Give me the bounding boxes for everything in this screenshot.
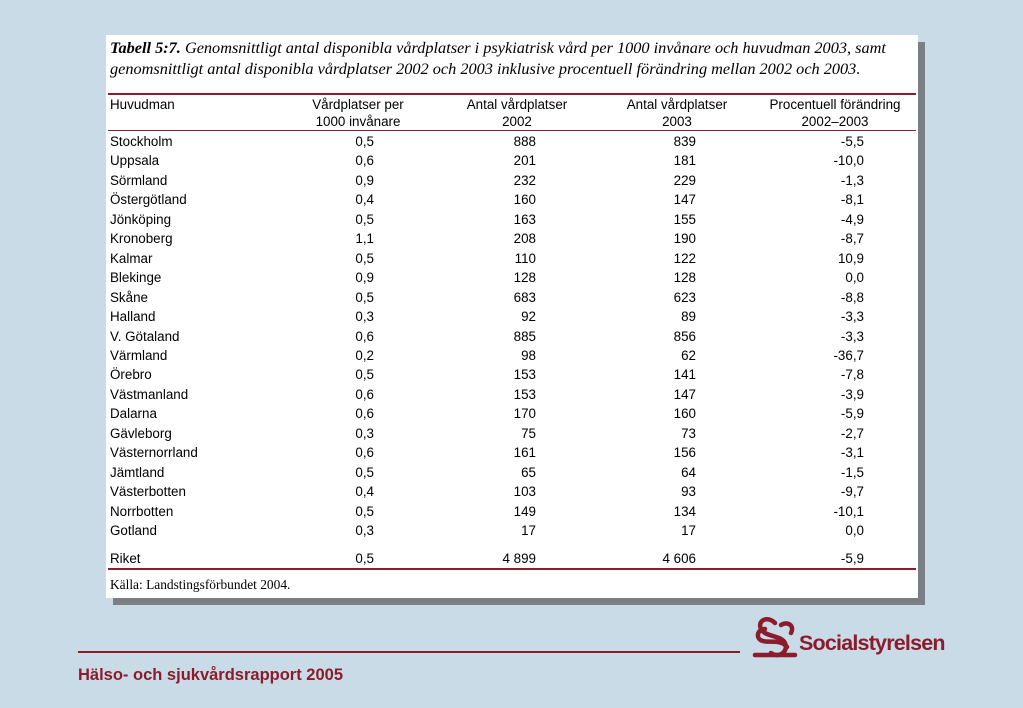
region-name: Gotland	[110, 523, 157, 538]
table-row	[106, 346, 918, 365]
header-huvudman: Huvudman	[110, 97, 175, 112]
table-cell: 0,0	[845, 270, 864, 286]
table-cell: 153	[513, 386, 536, 402]
table-cell: 17	[681, 523, 696, 538]
top-rule	[108, 93, 916, 95]
table-cell: 160	[673, 406, 696, 422]
table-cell: 141	[673, 367, 696, 383]
table-cell: 149	[513, 503, 536, 519]
table-cell: -1,5	[840, 464, 864, 480]
table-cell: 128	[673, 270, 696, 286]
table-cell: 65	[521, 464, 536, 480]
table-cell: -8,1	[840, 192, 864, 208]
table-cell: 93	[681, 484, 696, 500]
table-cell: 208	[513, 231, 536, 247]
region-name: Dalarna	[110, 406, 157, 422]
table-cell: 0,3	[355, 523, 374, 538]
table-cell: 161	[513, 445, 536, 461]
table-cell: 0,9	[355, 172, 374, 188]
region-name: Stockholm	[110, 134, 173, 149]
total-cell: -5,9	[840, 551, 864, 566]
table-row	[106, 249, 918, 268]
table-cell: 73	[681, 425, 696, 441]
table-cell: 201	[513, 153, 536, 169]
table-cell: -10,0	[833, 153, 864, 169]
total-cell: Riket	[110, 551, 141, 566]
table-caption	[110, 37, 910, 79]
region-name: Skåne	[110, 289, 148, 305]
table-cell: 0,3	[355, 309, 374, 325]
table-cell: 0,5	[355, 250, 374, 266]
table-cell: -3,3	[840, 328, 864, 344]
table-cell: 839	[673, 134, 696, 149]
table-cell: 229	[673, 172, 696, 188]
table-cell: 134	[673, 503, 696, 519]
table-row	[106, 151, 918, 170]
region-name: Västerbotten	[110, 484, 186, 500]
table-cell: -8,7	[840, 231, 864, 247]
source-note: Källa: Landstingsförbundet 2004.	[110, 577, 291, 592]
total-row	[106, 549, 918, 568]
region-name: Blekinge	[110, 270, 162, 286]
table-cell: 0,5	[355, 289, 374, 305]
table-cell: -4,9	[840, 211, 864, 227]
region-name: Västmanland	[110, 386, 189, 402]
table-row	[106, 482, 918, 501]
table-cell: 62	[681, 347, 696, 363]
table-cell: 0,6	[355, 445, 374, 461]
table-cell: 1,1	[355, 231, 374, 247]
table-row	[106, 190, 918, 209]
region-name: Gävleborg	[110, 425, 172, 441]
table-cell: -3,9	[840, 386, 864, 402]
table-cell: 856	[673, 328, 696, 344]
header-antal-2002: Antal vårdplatser 2002	[466, 97, 568, 129]
region-name: Norrbotten	[110, 503, 174, 519]
header-vardplatser-per-1000: Vårdplatser per 1000 invånare	[312, 97, 404, 129]
region-name: Kalmar	[110, 250, 153, 266]
table-cell: 147	[673, 386, 696, 402]
table-cell: -1,3	[840, 172, 864, 188]
caption-text: Genomsnittligt antal disponibla vårdplatser i psykiatrisk vård per 1000 invånare och huvudman 2003, samt genomsnittligt antal disponibla vårdplatser 2002 och 2003 inklusive procentuell förändring mellan 2002 och 2003.	[110, 38, 886, 78]
table-cell: 0,4	[355, 484, 374, 500]
table-cell: -8,8	[840, 289, 864, 305]
table-row	[106, 327, 918, 346]
table-cell: 0,9	[355, 270, 374, 286]
socialstyrelsen-logo	[751, 617, 947, 661]
logo-emblem-icon	[751, 617, 799, 661]
bottom-rule	[108, 568, 916, 570]
header-procentuell-forandring: Procentuell förändring 2002–2003	[769, 97, 901, 129]
table-row	[106, 463, 918, 482]
table-cell: 0,6	[355, 153, 374, 169]
table-cell: 0,5	[355, 503, 374, 519]
table-cell: -5,9	[840, 406, 864, 422]
table-cell: 888	[513, 134, 536, 149]
table-card	[106, 35, 918, 598]
footer-divider	[78, 651, 740, 653]
caption-label: Tabell 5:7.	[110, 38, 181, 57]
table-cell: 0,4	[355, 192, 374, 208]
table-cell: 163	[513, 211, 536, 227]
table-row	[106, 171, 918, 190]
table-cell: 0,2	[355, 347, 374, 363]
table-row	[106, 229, 918, 248]
table-cell: -9,7	[840, 484, 864, 500]
table-row	[106, 385, 918, 404]
table-cell: 0,6	[355, 406, 374, 422]
table-cell: 0,6	[355, 386, 374, 402]
table-cell: 128	[513, 270, 536, 286]
table-row	[106, 502, 918, 521]
table-cell: 89	[681, 309, 696, 325]
table-cell: 190	[673, 231, 696, 247]
table-cell: 232	[513, 172, 536, 188]
table-cell: 10,9	[837, 250, 864, 266]
table-cell: 153	[513, 367, 536, 383]
table-row	[106, 521, 918, 540]
table-row	[106, 424, 918, 443]
table-cell: -3,3	[840, 309, 864, 325]
table-cell: -10,1	[833, 503, 864, 519]
logo-text: Socialstyrelsen	[799, 631, 945, 655]
table-cell: -5,5	[840, 134, 864, 149]
header-antal-2003: Antal vårdplatser 2003	[626, 97, 728, 129]
table-row	[106, 132, 918, 151]
region-name: Uppsala	[110, 153, 160, 169]
region-name: Jämtland	[110, 464, 165, 480]
total-cell: 4 899	[502, 551, 536, 566]
table-row	[106, 443, 918, 462]
table-cell: 0,5	[355, 134, 374, 149]
region-name: Jönköping	[110, 211, 172, 227]
table-cell: 623	[673, 289, 696, 305]
table-cell: 110	[514, 250, 536, 266]
region-name: Sörmland	[110, 172, 168, 188]
region-name: V. Götaland	[110, 328, 180, 344]
total-cell: 4 606	[662, 551, 696, 566]
table-row	[106, 288, 918, 307]
table-cell: 17	[521, 523, 536, 538]
table-cell: 147	[673, 192, 696, 208]
region-name: Värmland	[110, 347, 168, 363]
table-cell: -2,7	[840, 425, 864, 441]
table-cell: 683	[513, 289, 536, 305]
table-cell: 155	[673, 211, 696, 227]
table-cell: -3,1	[840, 445, 864, 461]
table-cell: 0,0	[845, 523, 864, 538]
table-cell: 122	[673, 250, 696, 266]
table-cell: -36,7	[833, 347, 864, 363]
region-name: Östergötland	[110, 192, 187, 208]
table-cell: 0,5	[355, 367, 374, 383]
table-cell: 0,5	[355, 211, 374, 227]
table-cell: 0,5	[355, 464, 374, 480]
region-name: Halland	[110, 309, 156, 325]
table-cell: 156	[673, 445, 696, 461]
table-cell: 885	[513, 328, 536, 344]
table-row	[106, 268, 918, 287]
table-cell: 160	[513, 192, 536, 208]
table-cell: 98	[521, 347, 536, 363]
region-name: Örebro	[110, 367, 152, 383]
table-cell: 92	[521, 309, 536, 325]
table-cell: 181	[673, 153, 696, 169]
table-cell: 75	[521, 425, 536, 441]
table-cell: 64	[681, 464, 696, 480]
table-cell: 103	[513, 484, 536, 500]
report-title: Hälso- och sjukvårdsrapport 2005	[78, 666, 344, 684]
table-cell: 0,3	[355, 425, 374, 441]
table-cell: 0,6	[355, 328, 374, 344]
header-rule	[108, 130, 916, 131]
table-cell: 170	[513, 406, 536, 422]
table-row	[106, 307, 918, 326]
total-cell: 0,5	[355, 551, 374, 566]
table-row	[106, 404, 918, 423]
table-row	[106, 365, 918, 384]
region-name: Kronoberg	[110, 231, 173, 247]
region-name: Västernorrland	[110, 445, 198, 461]
table-row	[106, 210, 918, 229]
table-cell: -7,8	[840, 367, 864, 383]
